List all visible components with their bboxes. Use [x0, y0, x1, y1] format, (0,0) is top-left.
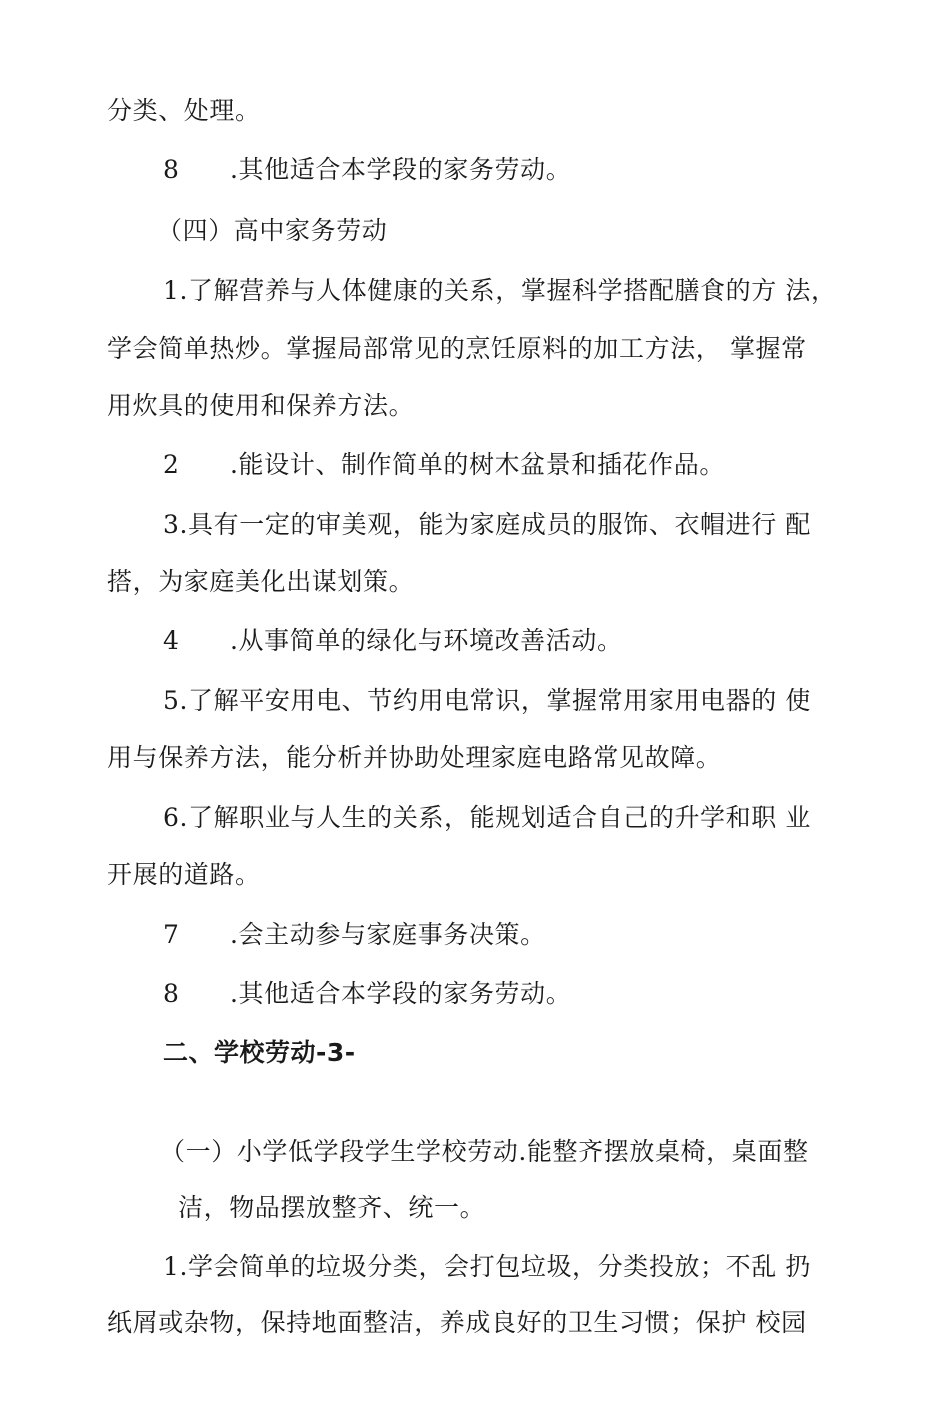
list-number: 7 — [163, 920, 179, 949]
section-heading: （四）高中家务劳动 — [157, 216, 388, 245]
list-item-text: .从事简单的绿化与环境改善活动。 — [230, 626, 623, 655]
list-item-text: .会主动参与家庭事务决策。 — [230, 920, 546, 949]
paragraph-line: 用与保养方法，能分析并协助处理家庭电路常见故障。 — [107, 743, 722, 772]
paragraph-line: 3.具有一定的审美观，能为家庭成员的服饰、衣帽进行 配 — [163, 510, 812, 539]
list-item-text: .其他适合本学段的家务劳动。 — [230, 155, 572, 184]
list-number: 2 — [163, 450, 179, 479]
paragraph-line: 学会简单热炒。掌握局部常见的烹饪原料的加工方法， 掌握常 — [107, 334, 807, 363]
paragraph-line: 5.了解平安用电、节约用电常识，掌握常用家用电器的 使 — [163, 686, 812, 715]
list-item-text: .其他适合本学段的家务劳动。 — [230, 979, 572, 1008]
paragraph-line: 6.了解职业与人生的关系，能规划适合自己的升学和职 业 — [163, 803, 812, 832]
list-number: 8 — [163, 979, 179, 1008]
chapter-heading: 二、学校劳动-3- — [163, 1038, 356, 1067]
list-number: 4 — [163, 626, 179, 655]
paragraph-line: 开展的道路。 — [107, 860, 261, 889]
paragraph-line: 纸屑或杂物，保持地面整洁，养成良好的卫生习惯；保护 校园 — [107, 1308, 807, 1337]
list-number: 8 — [163, 155, 179, 184]
paragraph-line: 1.了解营养与人体健康的关系，掌握科学搭配膳食的方 法， — [163, 276, 837, 305]
paragraph-line: 搭，为家庭美化出谋划策。 — [107, 567, 415, 596]
paragraph-line: 分类、处理。 — [107, 96, 261, 125]
paragraph-line: 洁，物品摆放整齐、统一。 — [178, 1193, 486, 1222]
paragraph-line: （一）小学低学段学生学校劳动.能整齐摆放桌椅，桌面整 — [160, 1137, 809, 1166]
paragraph-line: 1.学会简单的垃圾分类，会打包垃圾，分类投放；不乱 扔 — [163, 1252, 812, 1281]
paragraph-line: 用炊具的使用和保养方法。 — [107, 391, 415, 420]
list-item-text: .能设计、制作简单的树木盆景和插花作品。 — [230, 450, 725, 479]
